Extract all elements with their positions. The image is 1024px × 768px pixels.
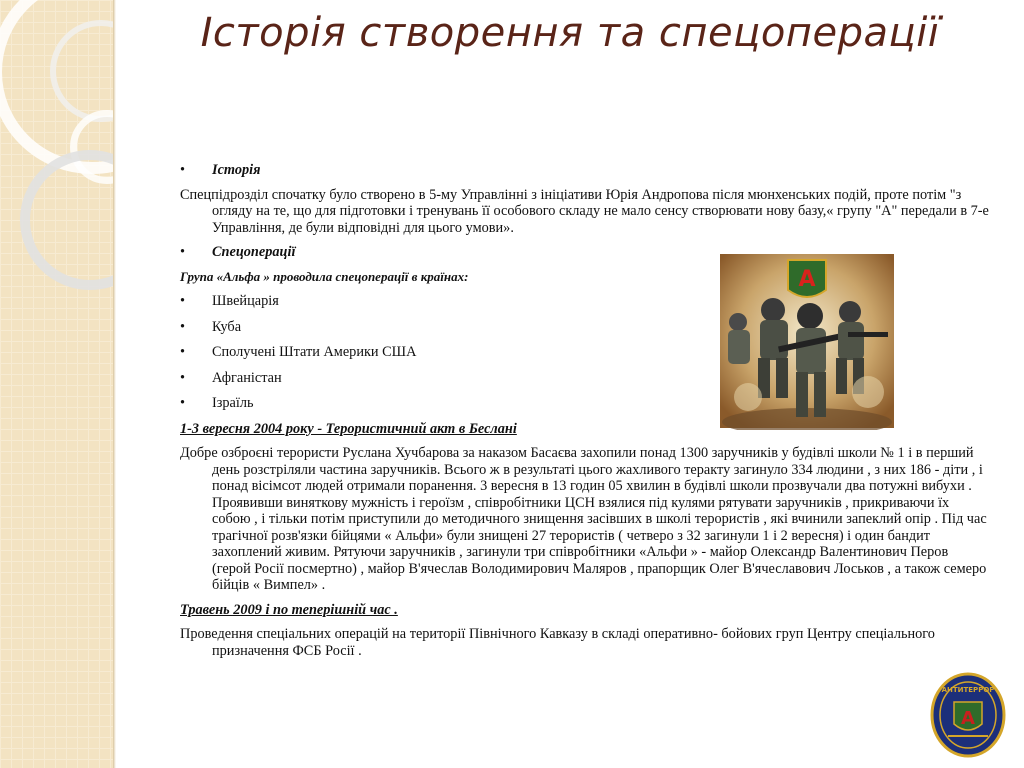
country-name: Куба bbox=[212, 318, 242, 335]
bullet-icon: • bbox=[180, 369, 186, 386]
history-paragraph: Спецпідрозділ спочатку було створено в 5-му Управлінні з ініціативи Юрія Андропова після мюнхенських подій, проте потім "з огляду на те, що для підготовки і тренувань її особового складу не мало сенсу створювати нову базу,« групу "А" передали в 7-е Управління, де були відповідні для цього умови». bbox=[180, 186, 989, 236]
alpha-emblem-icon bbox=[788, 260, 826, 297]
bullet-icon: • bbox=[180, 344, 186, 360]
present-paragraph: Проведення спеціальних операцій на території Північного Кавказу в складі оперативно- бойових груп Центру спеціального призначення ФСБ Росії . bbox=[180, 626, 935, 659]
country-name: Ізраїль bbox=[212, 395, 254, 411]
bullet-icon: • bbox=[180, 395, 186, 411]
antiterror-badge-icon bbox=[930, 672, 1006, 758]
beslan-paragraph: Добре озброєні терористи Руслана Хучбарова за наказом Басаєва захопили понад 1300 заручників у будівлі школи № 1 і в перший день розстріляли частина заручників. Всього ж в результаті цього жахливого теракту загинуло 334 людини , з них 186 - діти , і понад вісімсот людей отримали поранення. 3 вересня в 13 годин 05 хвилин в будівлі школи прозвучали два потужні вибухи . Проявивши виняткову мужність і героїзм , співробітники ЦСН взялися під кулями рятувати заручників , прикриваючи їх собою , і тільки потім приступили до методичного знищення засівших в школі терористів , які вчинили запеклий опір . Під час трагічної розв'язки бійцями « Альфи» були знищені 27 терористів ( четверо з 32 загинули 1 і 2 вересня) і один бандит захоплений живим. Рятуючи заручників , загинули три співробітники «Альфи » - майор Олександр Валентинович Перов (герой Росії посмертно) , майор В'ячеслав Володимирович Маляров , прапорщик Олег В'ячеславович Лоськов , а також семеро бійців « Вимпел» . bbox=[180, 445, 987, 593]
bullet-icon: • bbox=[180, 293, 186, 309]
history-heading: Історія bbox=[212, 162, 261, 178]
bullet-icon: • bbox=[180, 244, 186, 260]
alpha-soldiers-illustration bbox=[718, 252, 896, 430]
decorative-ring bbox=[20, 150, 113, 290]
operations-heading: Спецоперації bbox=[212, 244, 296, 260]
slide-title: Історія створення та спецоперації bbox=[200, 10, 940, 56]
beslan-heading: 1-3 вересня 2004 року - Терористичний акт в Беслані bbox=[180, 420, 517, 437]
emblem-letter: А bbox=[798, 267, 816, 292]
country-name: Сполучені Штати Америки США bbox=[212, 344, 417, 360]
bullet-icon: • bbox=[180, 318, 186, 335]
present-heading: Травень 2009 і по теперішній час . bbox=[180, 601, 398, 618]
country-name: Афганістан bbox=[212, 369, 282, 386]
badge-text: АНТИТЕРРОР bbox=[941, 686, 995, 694]
decorative-side-panel bbox=[0, 0, 113, 768]
side-panel-edge bbox=[113, 0, 116, 768]
bullet-icon: • bbox=[180, 162, 186, 178]
badge-letter: А bbox=[961, 708, 975, 729]
operations-intro: Група «Альфа » проводила спецоперації в країнах: bbox=[180, 268, 469, 284]
country-name: Швейцарія bbox=[212, 293, 279, 309]
history-heading-item bbox=[180, 162, 990, 179]
